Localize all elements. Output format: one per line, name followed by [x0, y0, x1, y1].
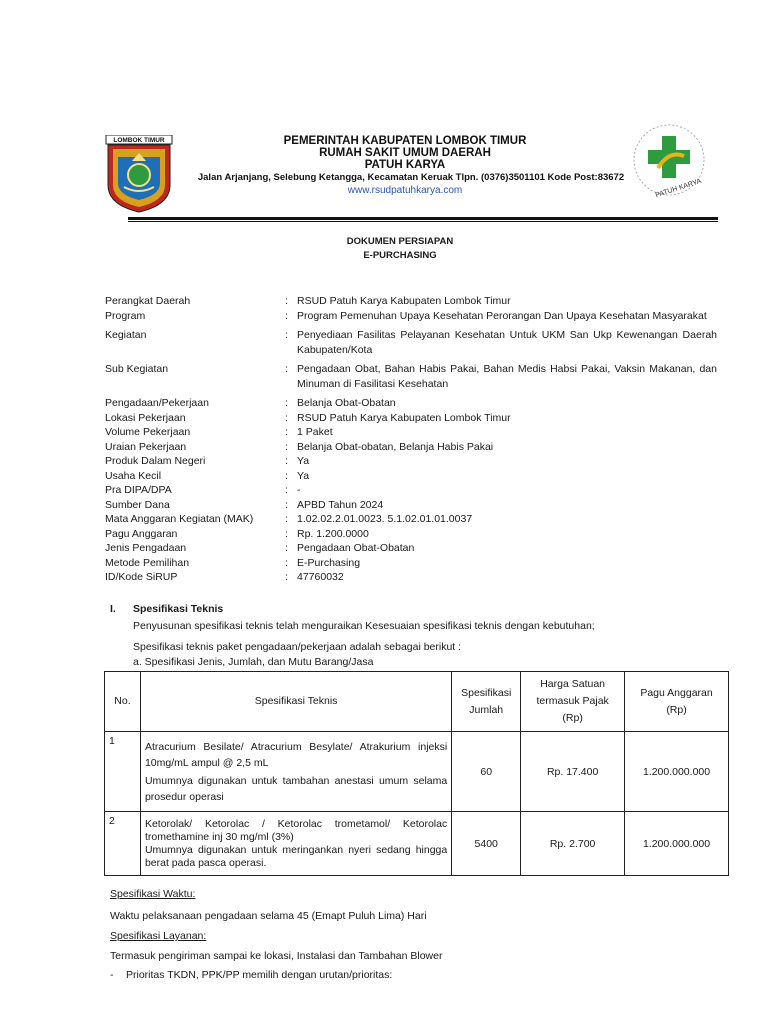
- header-address: Jalan Arjanjang, Selebung Ketangga, Kecamatan Keruak Tlpn. (0376)3501101 Kode Post:83672: [197, 172, 625, 183]
- row-qty: 60: [452, 732, 521, 812]
- layanan-text: Termasuk pengiriman sampai ke lokasi, Instalasi dan Tambahan Blower: [110, 950, 443, 962]
- info-row: Sub Kegiatan : Pengadaan Obat, Bahan Habis Pakai, Bahan Medis Habsi Pakai, Vaksin Makanan, dan Minuman di Fasilitasi Kesehatan: [105, 363, 717, 390]
- spec-table: [104, 671, 729, 876]
- info-value: RSUD Patuh Karya Kabupaten Lombok Timur: [297, 411, 511, 424]
- row-budget: 1.200.000.000: [625, 732, 729, 812]
- info-value: 1 Paket: [297, 426, 333, 438]
- right-logo-caption: PATUH KARYA: [654, 177, 703, 200]
- table-header-row: [105, 672, 729, 732]
- info-label: Lokasi Pekerjaan: [105, 411, 186, 424]
- info-value: E-Purchasing: [297, 556, 361, 569]
- info-row: Mata Anggaran Kegiatan (MAK) : 1.02.02.2.01.0023. 5.1.02.01.01.0037: [105, 512, 725, 527]
- section-title: Spesifikasi Teknis: [133, 603, 224, 615]
- header-hospital: RUMAH SAKIT UMUM DAERAH: [319, 147, 491, 159]
- waktu-heading: Spesifikasi Waktu:: [110, 888, 196, 900]
- info-row: Produk Dalam Negeri : Ya: [105, 454, 725, 469]
- info-label: Metode Pemilihan: [105, 556, 190, 569]
- row-budget: 1.200.000.000: [625, 812, 729, 876]
- info-label: ID/Kode SiRUP: [105, 571, 178, 583]
- info-row: ID/Kode SiRUP : 47760032: [105, 570, 725, 585]
- info-value: 47760032: [297, 571, 344, 583]
- header-divider-thick: [128, 217, 718, 220]
- info-label: Sumber Dana: [105, 498, 170, 511]
- info-value: -: [297, 484, 301, 496]
- bullet-dash: -: [110, 969, 114, 981]
- col-header-no: No.: [105, 672, 141, 732]
- info-value: Belanja Obat-Obatan: [297, 397, 396, 409]
- document-title: DOKUMEN PERSIAPAN: [346, 236, 454, 247]
- info-value: Ya: [297, 455, 310, 467]
- info-list: [105, 294, 725, 585]
- info-row: Metode Pemilihan : E-Purchasing: [105, 556, 725, 571]
- row-number: 2: [105, 812, 141, 876]
- header-divider-thin: [128, 221, 718, 222]
- info-row: Uraian Pekerjaan : Belanja Obat-obatan, Belanja Habis Pakai: [105, 440, 725, 455]
- col-header-spec: Spesifikasi Teknis: [140, 672, 451, 732]
- info-row: Pagu Anggaran : Rp. 1.200.0000: [105, 527, 725, 542]
- table-row: [105, 732, 729, 812]
- section-paragraph: Penyusunan spesifikasi teknis telah menguraikan Kesesuaian spesifikasi teknis dengan kebutuhan;: [133, 620, 595, 632]
- info-label: Uraian Pekerjaan: [105, 440, 187, 453]
- col-header-qty: Spesifikasi Jumlah: [452, 672, 521, 732]
- info-label: Usaha Kecil: [105, 469, 162, 482]
- info-label: Pengadaan/Pekerjaan: [105, 397, 209, 409]
- row-price: Rp. 17.400: [521, 732, 625, 812]
- section-heading: [110, 603, 223, 615]
- info-row: Sumber Dana : APBD Tahun 2024: [105, 498, 725, 513]
- info-value: Belanja Obat-obatan, Belanja Habis Pakai: [297, 440, 494, 453]
- info-label: Kegiatan: [105, 329, 147, 341]
- bullet-text: Prioritas TKDN, PPK/PP memilih dengan urutan/prioritas:: [126, 969, 393, 981]
- info-label: Sub Kegiatan: [105, 363, 169, 375]
- info-label: Pagu Anggaran: [105, 527, 178, 540]
- info-value: APBD Tahun 2024: [297, 498, 384, 511]
- info-label: Volume Pekerjaan: [105, 426, 191, 438]
- section-paragraph: Spesifikasi teknis paket pengadaan/pekerjaan adalah sebagai berikut :: [133, 641, 462, 653]
- info-value: Pengadaan Obat-Obatan: [297, 542, 415, 554]
- info-label: Mata Anggaran Kegiatan (MAK): [105, 513, 254, 525]
- document-subtitle: E-PURCHASING: [363, 250, 437, 261]
- info-value: Penyediaan Fasilitas Pelayanan Kesehatan Untuk UKM San Ukp Kewenangan Daerah Kabupaten/Kota: [297, 329, 717, 356]
- rsud-patuh-karya-logo: [628, 120, 710, 200]
- info-value: RSUD Patuh Karya Kabupaten Lombok Timur: [297, 295, 511, 307]
- layanan-heading: Spesifikasi Layanan:: [110, 930, 207, 942]
- info-row: Pengadaan/Pekerjaan : Belanja Obat-Obatan: [105, 396, 725, 411]
- bullet-item: [110, 969, 392, 981]
- col-header-budget: Pagu Anggaran (Rp): [625, 672, 729, 732]
- info-value: Ya: [297, 469, 310, 482]
- lombok-timur-logo: [104, 135, 174, 213]
- info-row: Jenis Pengadaan : Pengadaan Obat-Obatan: [105, 541, 725, 556]
- section-number: I.: [110, 603, 116, 615]
- row-description: Atracurium Besilate/ Atracurium Besylate/ Atrakurium injeksi 10mg/mL ampul @ 2,5 mL Umumnya digunakan untuk tambahan anestasi umum selama prosedur operasi: [140, 732, 451, 812]
- section-subheading: a. Spesifikasi Jenis, Jumlah, dan Mutu Barang/Jasa: [133, 656, 374, 668]
- info-label: Perangkat Daerah: [105, 295, 191, 307]
- row-description: Ketorolak/ Ketorolac / Ketorolac trometamol/ Ketorolac tromethamine inj 30 mg/ml (3%) Umumnya digunakan untuk meringankan nyeri sedang hingga berat pada pasca operasi.: [140, 812, 451, 876]
- info-value: Program Pemenuhan Upaya Kesehatan Perorangan Dan Upaya Kesehatan Masyarakat: [297, 309, 707, 322]
- header-website-link[interactable]: www.rsudpatuhkarya.com: [347, 185, 463, 196]
- row-price: Rp. 2.700: [521, 812, 625, 876]
- info-row: Program : Program Pemenuhan Upaya Kesehatan Perorangan Dan Upaya Kesehatan Masyarakat: [105, 309, 725, 324]
- info-label: Program: [105, 309, 146, 322]
- header-hospital-name: PATUH KARYA: [364, 159, 446, 171]
- info-row: Pra DIPA/DPA : -: [105, 483, 725, 498]
- info-value: 1.02.02.2.01.0023. 5.1.02.01.01.0037: [297, 513, 473, 525]
- info-label: Produk Dalam Negeri: [105, 455, 206, 467]
- info-value: Rp. 1.200.0000: [297, 527, 369, 540]
- left-logo-caption: LOMBOK TIMUR: [113, 137, 165, 144]
- info-row: Volume Pekerjaan : 1 Paket: [105, 425, 725, 440]
- info-row: Usaha Kecil : Ya: [105, 469, 725, 484]
- info-row: Lokasi Pekerjaan : RSUD Patuh Karya Kabupaten Lombok Timur: [105, 411, 725, 426]
- info-row: Kegiatan : Penyediaan Fasilitas Pelayanan Kesehatan Untuk UKM San Ukp Kewenangan Daerah Kabupaten/Kota: [105, 329, 717, 356]
- info-row: Perangkat Daerah : RSUD Patuh Karya Kabupaten Lombok Timur: [105, 294, 725, 309]
- table-row: [105, 812, 729, 876]
- info-label: Jenis Pengadaan: [105, 542, 187, 554]
- info-label: Pra DIPA/DPA: [105, 484, 172, 496]
- header-government: PEMERINTAH KABUPATEN LOMBOK TIMUR: [283, 135, 527, 147]
- waktu-text: Waktu pelaksanaan pengadaan selama 45 (Emapt Puluh Lima) Hari: [110, 910, 427, 922]
- info-value: Pengadaan Obat, Bahan Habis Pakai, Bahan Medis Habsi Pakai, Vaksin Makanan, dan Minuman di Fasilitasi Kesehatan: [297, 363, 717, 390]
- row-qty: 5400: [452, 812, 521, 876]
- col-header-price: Harga Satuan termasuk Pajak (Rp): [521, 672, 625, 732]
- row-number: 1: [105, 732, 141, 812]
